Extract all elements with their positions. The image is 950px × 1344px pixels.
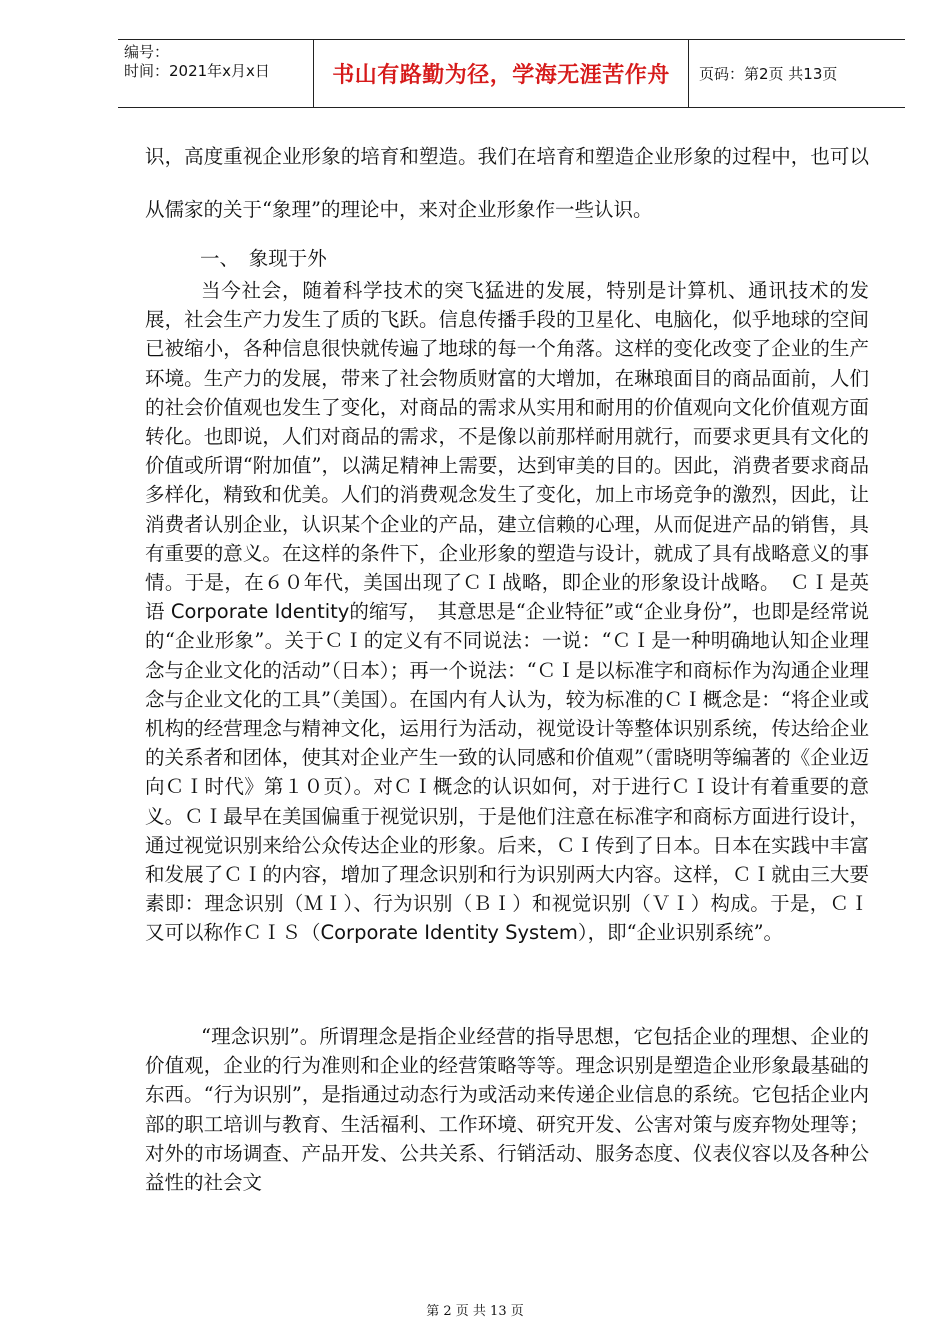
- date-label: 时间：2021年x月x日: [124, 62, 270, 80]
- header-page-code: 页码：第2页 共13页: [699, 65, 838, 83]
- paragraph-1-text-a: 当今社会，随着科学技术的突飞猛进的发展，特别是计算机、通讯技术的发展，社会生产力发生了质的飞跃。信息传播手段的卫星化、电脑化，似乎地球的空间已被缩小，各种信息很快就传遍了地球的每一个角落。这样的变化改变了企业的生产环境。生产力的发展，带来了社会物质财富的大增加，在琳琅面目的商品面前，人们的社会价值观也发生了变化，对商品的需求从实用和耐用的价值观向文化价值观方面转化。也即说，人们对商品的需求，不是像以前那样耐用就行，而要求更具有文化的价值或所谓“附加值”，以满足精神上需要，达到审美的目的。因此，消费者要求商品多样化，精致和优美。人们的消费观念发生了变化，加上市场竞争的激烈，因此，让消费者认别企业，认识某个企业的产品，建立信赖的心理，从而促进产品的销售，具有重要的意义。在这样的条件下，企业形象的塑造与设计，就成了具有战略意义的事情。于是，在６０年代，美国出现了ＣＩ战略，即企业的形象设计战略。 ＣＩ是英语: [145, 279, 869, 624]
- term-corporate-identity: Corporate Identity: [170, 600, 350, 624]
- page-footer: 第 2 页 共 13 页: [426, 1304, 524, 1319]
- term-corporate-identity-system: Corporate Identity System: [320, 921, 578, 945]
- header-motto: 书山有路勤为径，学海无涯苦作舟: [314, 40, 689, 107]
- section-heading: 一、 象现于外: [200, 247, 327, 270]
- page-header: [118, 39, 905, 108]
- header-meta: [118, 40, 314, 107]
- paragraph-1-text-b: 的缩写， 其意思是“企业特征”或“企业身份”，也即是经常说的“企业形象”。关于ＣＩ的定义有不同说法：一说：“ＣＩ是一种明确地认知企业理念与企业文化的活动”（日本）；再一个说法：“ＣＩ是以标准字和商标作为沟通企业理念与企业文化的工具”（美国）。在国内有人认为，较为标准的ＣＩ概念是：“将企业或机构的经营理念与精神文化，运用行为活动，视觉设计等整体识别系统，传达给企业的关系者和团体，使其对企业产生一致的认同感和价值观”（雷晓明等编著的《企业迈向ＣＩ时代》第１０页）。对ＣＩ概念的认识如何，对于进行ＣＩ设计有着重要的意义。ＣＩ最早在美国偏重于视觉识别，于是他们注意在标准字和商标方面进行设计，通过视觉识别来给公众传达企业的形象。后来，ＣＩ传到了日本。日本在实践中丰富和发展了ＣＩ的内容，增加了理念识别和行为识别两大内容。这样，ＣＩ就由三大要素即：理念识别（ＭＩ）、行为识别（ＢＩ）和视觉识别（ＶＩ）构成。于是，ＣＩ又可以称作ＣＩＳ（: [145, 600, 869, 945]
- serial-number-label: 编号：: [124, 43, 170, 61]
- body-paragraph-2: “理念识别”。所谓理念是指企业经营的指导思想，它包括企业的理想、企业的价值观，企业的行为准则和企业的经营策略等等。理念识别是塑造企业形象最基础的东西。“行为识别”，是指通过动态行为或活动来传递企业信息的系统。它包括企业内部的职工培训与教育、生活福利、工作环境、研究开发、公害对策与废弃物处理等；对外的市场调查、产品开发、公共关系、行销活动、服务态度、仪表仪容以及各种公益性的社会文: [145, 1025, 869, 1195]
- paragraph-1-text-c: ），即“企业识别系统”。: [577, 921, 784, 945]
- body-paragraph-1: [145, 276, 869, 948]
- opening-paragraph: 识，高度重视企业形象的培育和塑造。我们在培育和塑造企业形象的过程中，也可以从儒家的关于“象理”的理论中，来对企业形象作一些认识。: [145, 145, 869, 221]
